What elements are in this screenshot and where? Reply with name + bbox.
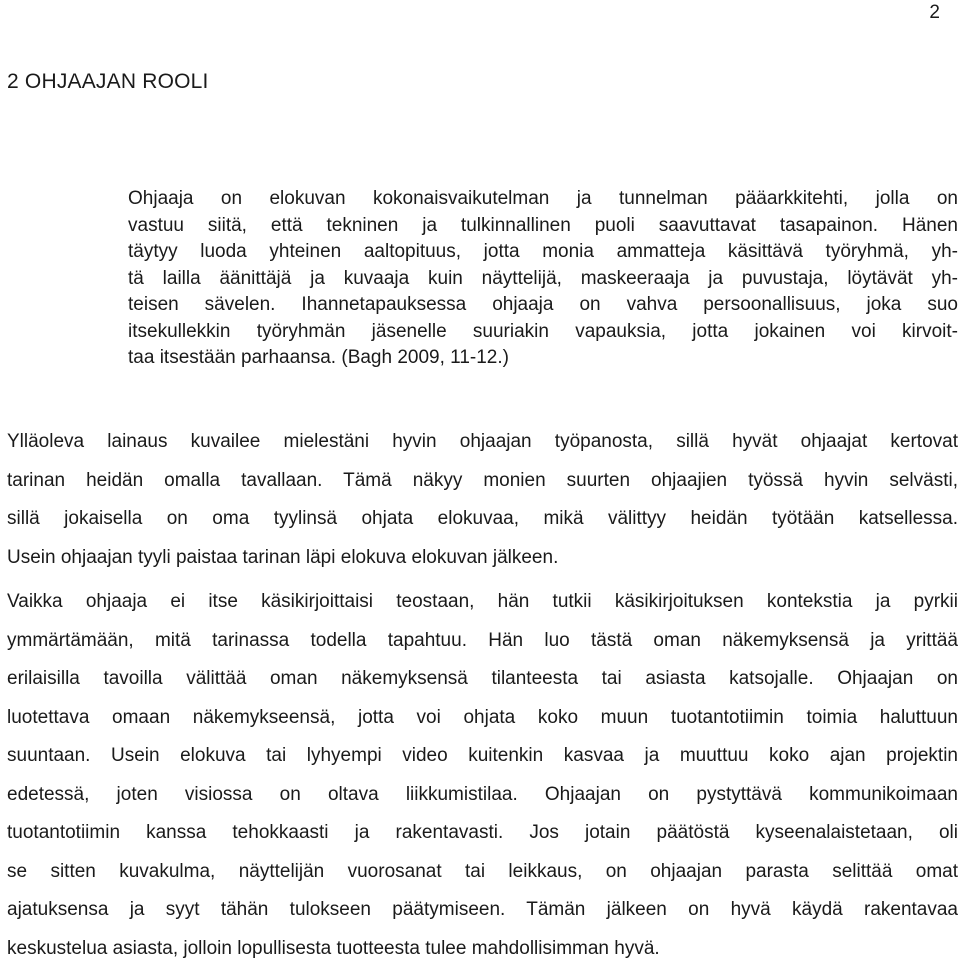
quote-line: vastuu siitä, että tekninen ja tulkinnallinen puoli saavuttavat tasapainon. Hänen — [128, 214, 958, 236]
paragraph-line: edetessä, joten visiossa on oltava liikkumistilaa. Ohjaajan on pystyttävä kommunikoimaan — [7, 783, 958, 805]
quote-line: Ohjaaja on elokuvan kokonaisvaikutelman ja tunnelman pääarkkitehti, jolla on — [128, 188, 958, 209]
paragraph-line: Vaikka ohjaaja ei itse käsikirjoittaisi teostaan, hän tutkii käsikirjoituksen kontekstia ja pyrkii — [7, 591, 958, 612]
body-paragraph-1 — [7, 423, 958, 577]
paragraph-line: tuotantotiimin kanssa tehokkaasti ja rakentavasti. Jos jotain päätöstä kyseenalaistetaan, oli — [7, 822, 958, 843]
quote-line: teisen sävelen. Ihannetapauksessa ohjaaja on vahva persoonallisuus, joka suo — [128, 294, 958, 315]
paragraph-line: se sitten kuvakulma, näyttelijän vuorosanat tai leikkaus, on ohjaajan parasta selittää omat — [7, 860, 958, 882]
quote-line: täytyy luoda yhteinen aaltopituus, jotta monia ammatteja käsittävä työryhmä, yh- — [128, 241, 958, 262]
paragraph-line: luotettava omaan näkemykseensä, jotta voi ohjata koko muun tuotantotiimin toimia haluttuun — [7, 706, 958, 728]
paragraph-line: ymmärtämään, mitä tarinassa todella tapahtuu. Hän luo tästä oman näkemyksensä ja yrittää — [7, 629, 958, 651]
page-number: 2 — [929, 2, 940, 23]
quote-line: taa itsestään parhaansa. (Bagh 2009, 11-12.) — [128, 347, 509, 368]
paragraph-line: tarinan heidän omalla tavallaan. Tämä näkyy monien suurten ohjaajien työssä hyvin selvästi, — [7, 469, 958, 491]
block-quote — [128, 186, 958, 372]
paragraph-line: keskustelua asiasta, jolloin lopullisesta tuotteesta tulee mahdollisimman hyvä. — [7, 937, 660, 959]
paragraph-line: erilaisilla tavoilla välittää oman näkemyksensä tilanteesta tai asiasta katsojalle. Ohjaajan on — [7, 668, 958, 689]
paragraph-line: suuntaan. Usein elokuva tai lyhyempi video kuitenkin kasvaa ja muuttuu koko ajan projektin — [7, 745, 958, 766]
section-heading: 2 OHJAAJAN ROOLI — [7, 70, 209, 93]
paragraph-line: Ylläoleva lainaus kuvailee mielestäni hyvin ohjaajan työpanosta, sillä hyvät ohjaajat kertovat — [7, 431, 958, 452]
paragraph-line: sillä jokaisella on oma tyylinsä ohjata elokuvaa, mikä välittyy heidän työtään katsellessa. — [7, 508, 958, 529]
quote-line: tä lailla äänittäjä ja kuvaaja kuin näyttelijä, maskeeraaja ja puvustaja, löytävät yh- — [128, 267, 958, 289]
paragraph-line: Usein ohjaajan tyyli paistaa tarinan läpi elokuva elokuvan jälkeen. — [7, 546, 559, 568]
quote-line: itsekullekkin työryhmän jäsenelle suuriakin vapauksia, jotta jokainen voi kirvoit- — [128, 320, 958, 342]
body-paragraph-2 — [7, 583, 958, 968]
paragraph-line: ajatuksensa ja syyt tähän tulokseen päätymiseen. Tämän jälkeen on hyvä käydä rakentavaa — [7, 899, 958, 920]
